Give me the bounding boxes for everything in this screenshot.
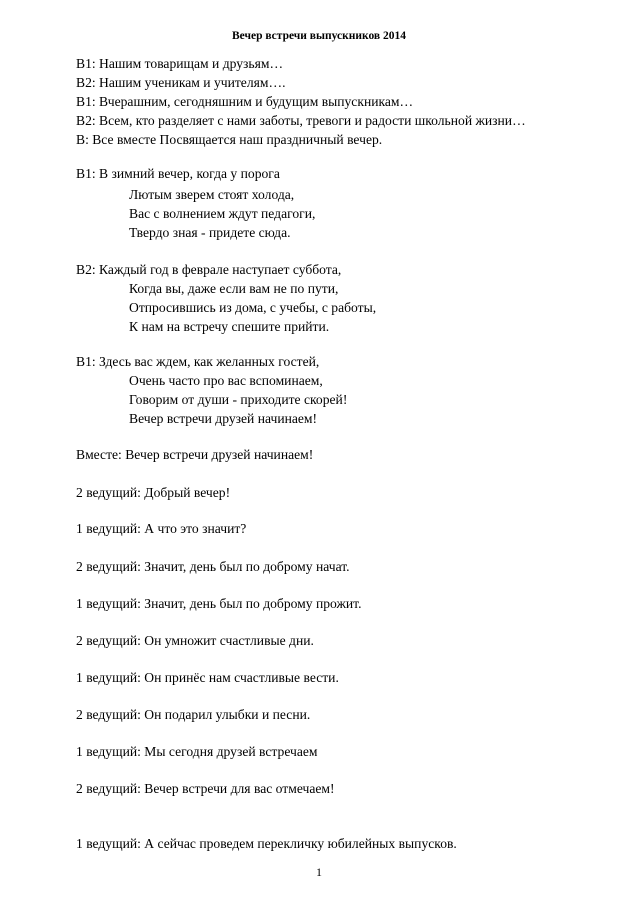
text-line: В: Все вместе Посвящается наш праздничный вечер. [76,132,383,147]
text-line: Отпросившись из дома, с учебы, с работы, [129,300,377,315]
text-line: Когда вы, даже если вам не по пути, [129,281,339,296]
text-line: В1: В зимний вечер, когда у порога [76,166,280,181]
page-number: 1 [316,865,322,879]
text-line: В2: Всем, кто разделяет с нами заботы, тревоги и радости школьной жизни… [76,113,526,128]
text-line: Вечер встречи друзей начинаем! [129,411,318,426]
text-line: 1 ведущий: Мы сегодня друзей встречаем [76,744,318,759]
text-line: В1: Здесь вас ждем, как желанных гостей, [76,354,320,369]
text-line: В2: Нашим ученикам и учителям…. [76,75,286,90]
text-line: Вместе: Вечер встречи друзей начинаем! [76,447,314,462]
text-line: 1 ведущий: Он принёс нам счастливые вести. [76,670,339,685]
text-line: Вас с волнением ждут педагоги, [129,206,316,221]
text-line: 2 ведущий: Добрый вечер! [76,485,231,500]
document-title: Вечер встречи выпускников 2014 [231,30,406,42]
text-line: Твердо зная - придете сюда. [129,225,291,240]
text-line: В1: Нашим товарищам и друзьям… [76,56,284,71]
text-line: К нам на встречу спешите прийти. [129,319,330,334]
text-line: 1 ведущий: А что это значит? [76,521,247,536]
text-line: В1: Вчерашним, сегодняшним и будущим выпускникам… [76,94,414,109]
text-line: Очень часто про вас вспоминаем, [129,373,323,388]
text-line: 2 ведущий: Значит, день был по доброму начат. [76,559,350,574]
text-line: 2 ведущий: Вечер встречи для вас отмечаем! [76,781,335,796]
text-line: 1 ведущий: Значит, день был по доброму прожит. [76,596,362,611]
text-line: 2 ведущий: Он подарил улыбки и песни. [76,707,311,722]
text-line: Говорим от души - приходите скорей! [129,392,348,407]
text-line: Лютым зверем стоят холода, [129,187,295,202]
text-line: В2: Каждый год в феврале наступает суббота, [76,262,342,277]
text-line: 1 ведущий: А сейчас проведем перекличку юбилейных выпусков. [76,836,457,851]
text-line: 2 ведущий: Он умножит счастливые дни. [76,633,314,648]
